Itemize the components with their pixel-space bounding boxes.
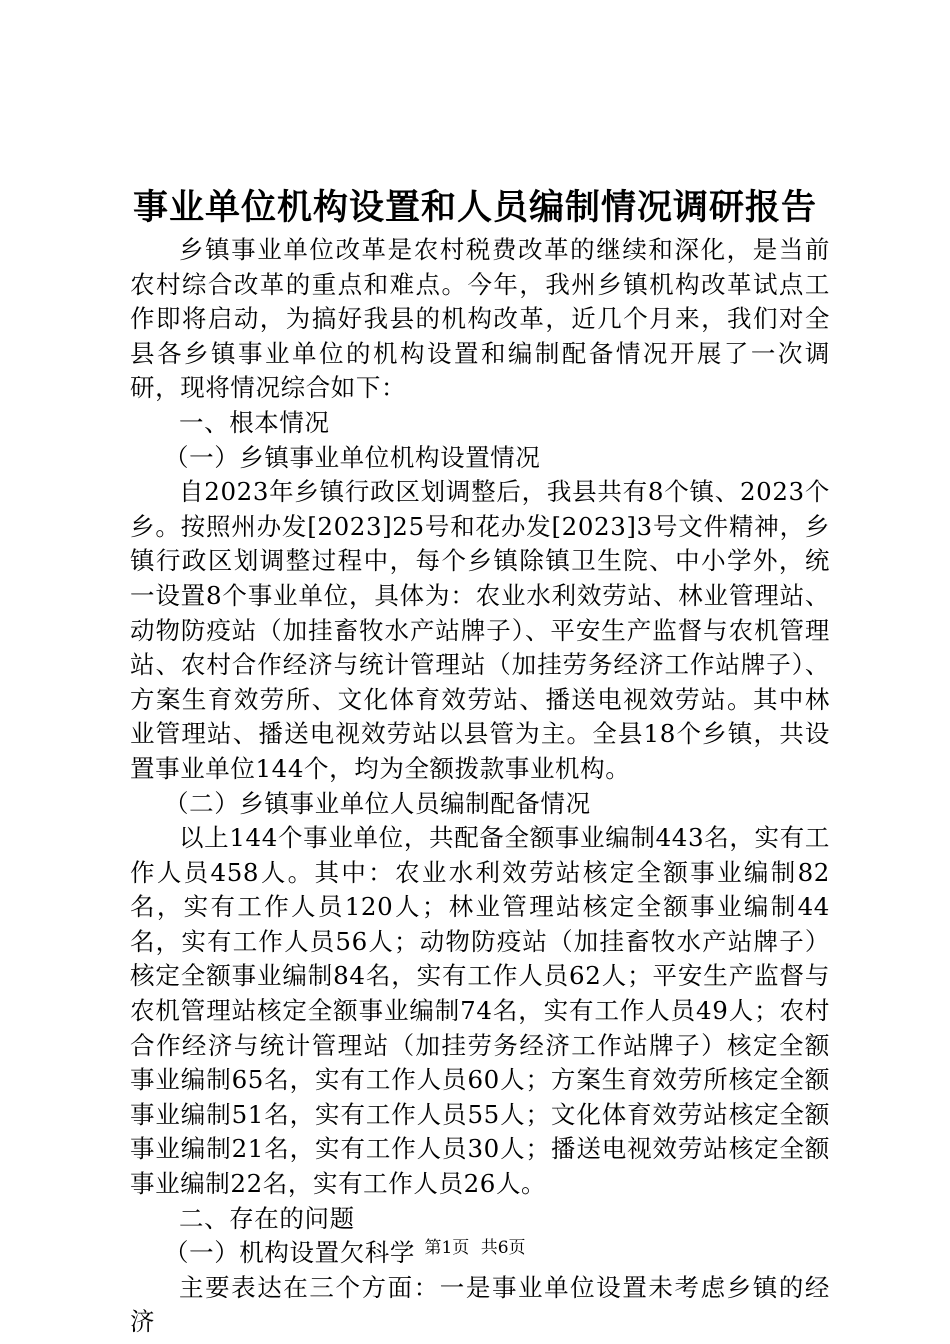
paragraph-staffing: 以上144个事业单位，共配备全额事业编制443名，实有工作人员458人。其中：农业水利效劳站核定全额事业编制82名，实有工作人员120人；林业管理站核定全额事业编制44名，实有工作人员56人；动物防疫站（加挂畜牧水产站牌子）核定全额事业编制84名，实有工作人员62人；平安生产监督与农机管理站核定全额事业编制74名，实有工作人员49人；农村合作经济与统计管理站（加挂劳务经济工作站牌子）核定全额事业编制65名，实有工作人员60人；方案生育效劳所核定全额事业编制51名，实有工作人员55人；文化体育效劳站核定全额事业编制21名，实有工作人员30人；播送电视效劳站核定全额事业编制22名，实有工作人员26人。 [130,823,830,1199]
section-heading-basic: 一、根本情况 [179,407,330,437]
page-footer [0,1236,950,1260]
paragraph-intro: 乡镇事业单位改革是农村税费改革的继续和深化，是当前农村综合改革的重点和难点。今年，我州乡镇机构改革试点工作即将启动，为搞好我县的机构改革，近几个月来，我们对全县各乡镇事业单位的机构设置和编制配备情况开展了一次调研，现将情况综合如下： [130,235,830,403]
paragraph-structure: 主要表达在三个方面：一是事业单位设置未考虑乡镇的经济 [130,1272,830,1337]
document-title: 事业单位机构设置和人员编制情况调研报告 [132,187,817,228]
subsection-heading-institutions: （一）乡镇事业单位机构设置情况 [164,442,541,472]
page-number: 第1页 [424,1238,470,1258]
document-body [130,233,830,1340]
section-heading-problems: 二、存在的问题 [179,1203,355,1233]
subsection-heading-structure: （一）机构设置欠科学 [164,1238,415,1268]
subsection-heading-staffing: （二）乡镇事业单位人员编制配备情况 [164,788,591,818]
paragraph-institutions: 自2023年乡镇行政区划调整后，我县共有8个镇、2023个乡。按照州办发[2023]25号和花办发[2023]3号文件精神，乡镇行政区划调整过程中，每个乡镇除镇卫生院、中小学外，统一设置8个事业单位，具体为：农业水利效劳站、林业管理站、动物防疫站（加挂畜牧水产站牌子）、平安生产监督与农机管理站、农村合作经济与统计管理站（加挂劳务经济工作站牌子）、方案生育效劳所、文化体育效劳站、播送电视效劳站。其中林业管理站、播送电视效劳站以县管为主。全县18个乡镇，共设置事业单位144个，均为全额拨款事业机构。 [130,477,830,783]
page-total: 共6页 [480,1238,526,1258]
